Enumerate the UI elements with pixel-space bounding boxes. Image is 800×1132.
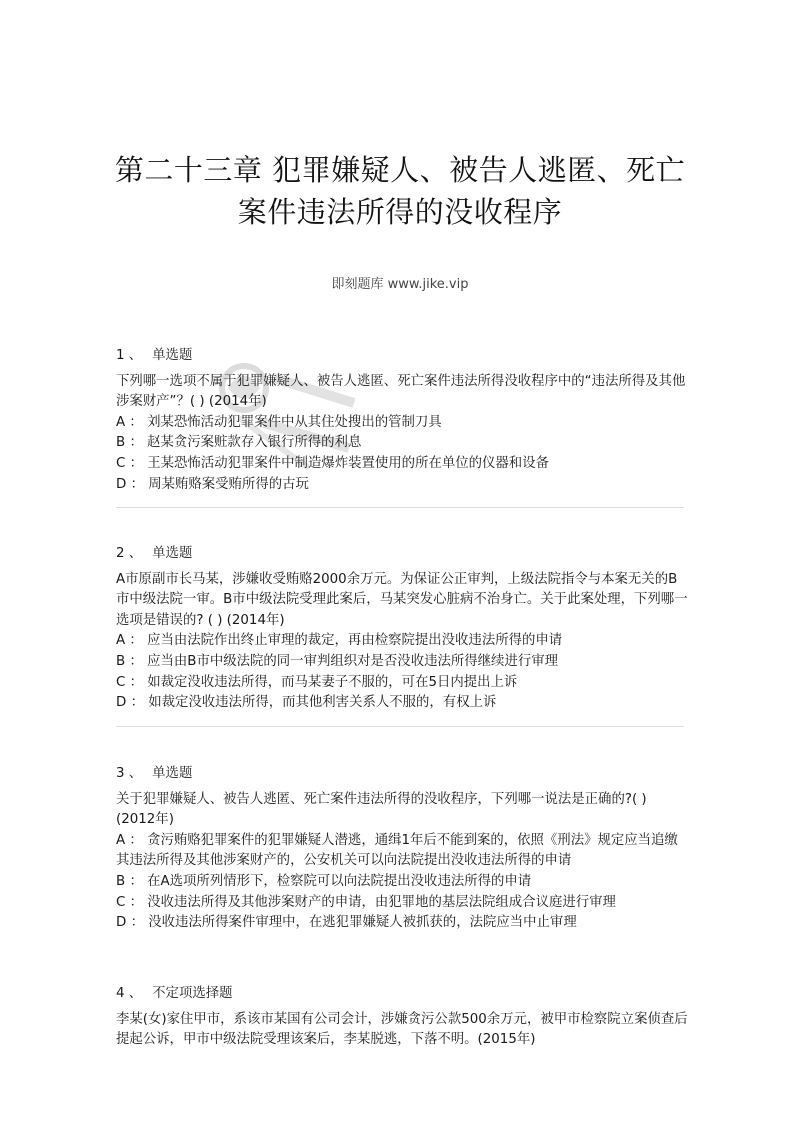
option-d: D ： 如裁定没收违法所得，而其他利害关系人不服的，有权上诉 [116, 695, 497, 711]
source-line: 即刻题库 www.jike.vip [331, 277, 469, 292]
question-stem: 李某(女)家住甲市，系该市某国有公司会计，涉嫌贪污公款500余万元，被甲市检察院立案侦查后提起公诉，甲市中级法院受理该案后，李某脱逃，下落不明。(2015年) [116, 1011, 688, 1048]
question-number: 1 、 [116, 348, 143, 363]
question-stem: 下列哪一选项不属于犯罪嫌疑人、被告人逃匿、死亡案件违法所得没收程序中的“违法所得及其他涉案财产”？( ) (2014年) [116, 373, 686, 410]
question-type: 单选题 [152, 546, 193, 561]
option-a: A ： 贪污贿赂犯罪案件的犯罪嫌疑人潜逃，通缉1年后不能到案的，依照《刑法》规定应当追缴其违法所得及其他涉案财产的，公安机关可以向法院提出没收违法所得的申请 [116, 832, 678, 869]
option-b: B ： 赵某贪污案赃款存入银行所得的利息 [116, 435, 362, 451]
question-2 [116, 544, 690, 714]
question-type: 单选题 [152, 766, 193, 781]
option-d: D ： 没收违法所得案件审理中，在逃犯罪嫌疑人被抓获的，法院应当中止审理 [116, 915, 577, 931]
question-stem: 关于犯罪嫌疑人、被告人逃匿、死亡案件违法所得的没收程序，下列哪一说法是正确的?( ) (2012年) [116, 791, 647, 828]
question-number: 2 、 [116, 546, 143, 561]
option-c: C ： 没收违法所得及其他涉案财产的申请，由犯罪地的基层法院组成合议庭进行审理 [116, 894, 616, 910]
question-header [116, 346, 690, 367]
question-header [116, 764, 690, 785]
option-b: B ： 应当由B市中级法院的同一审判组织对是否没收违法所得继续进行审理 [116, 653, 558, 669]
divider [116, 726, 684, 727]
option-a: A ： 刘某恐怖活动犯罪案件中从其住处搜出的管制刀具 [116, 414, 442, 430]
question-3 [116, 764, 690, 934]
option-a: A ： 应当由法院作出终止审理的裁定，再由检察院提出没收违法所得的申请 [116, 633, 563, 649]
document-title-line1: 第二十三章 犯罪嫌疑人、被告人逃匿、死亡 [114, 153, 686, 187]
option-c: C ： 如裁定没收违法所得，而马某妻子不服的，可在5日内提出上诉 [116, 674, 518, 690]
question-number: 3 、 [116, 766, 143, 781]
option-b: B ： 在A选项所列情形下，检察院可以向法院提出没收违法所得的申请 [116, 873, 532, 889]
question-4 [116, 984, 690, 1051]
question-1 [116, 346, 690, 495]
option-d: D ： 周某贿赂案受贿所得的古玩 [116, 476, 309, 492]
question-type: 单选题 [152, 348, 193, 363]
option-c: C ： 王某恐怖活动犯罪案件中制造爆炸装置使用的所在单位的仪器和设备 [116, 455, 549, 471]
question-stem: A市原副市长马某，涉嫌收受贿赂2000余万元。为保证公正审判，上级法院指令与本案无关的B市中级法院一审。B市中级法院受理此案后，马某突发心脏病不治身亡。关于此案处理，下列哪一选项是错误的? ( ) (2014年) [116, 571, 688, 628]
question-header [116, 544, 690, 565]
question-header [116, 984, 690, 1005]
divider [116, 507, 684, 508]
question-number: 4 、 [116, 986, 143, 1001]
question-type: 不定项选择题 [152, 986, 233, 1001]
document-title-line2: 案件违法所得的没收程序 [237, 195, 563, 229]
